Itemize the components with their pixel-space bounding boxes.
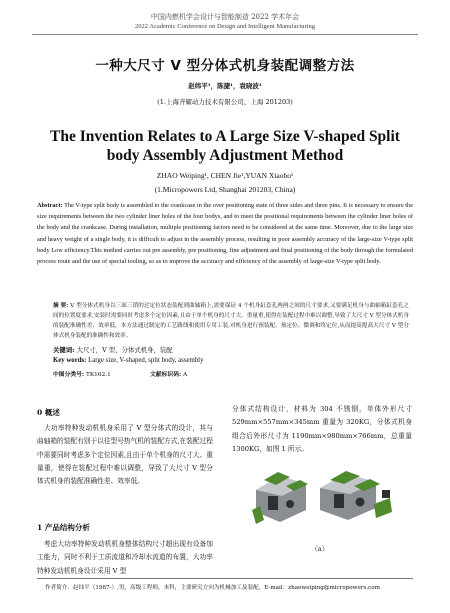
document-code-label: 文献标识码: (150, 372, 182, 378)
paper-title-en-line1: The Invention Relates to A Large Size V-shaped Split (50, 128, 400, 145)
header-divider (32, 34, 418, 35)
split-body-right (320, 471, 392, 520)
keywords-en-label: Key words: (53, 357, 87, 364)
classification-value: TK162.1 (85, 372, 111, 378)
classification-number (53, 369, 111, 378)
conference-header-cn: 中国内燃机学会设计与智能制造 2022 学术年会 (150, 13, 300, 21)
section-0-title: 0 概述 (37, 408, 60, 417)
section-1-text (37, 538, 213, 578)
paper-title-cn: 一种大尺寸 V 型分体式机身装配调整方法 (95, 58, 355, 74)
figure-caption: （a） (311, 545, 329, 553)
abstract-cn (53, 301, 409, 341)
abstract-en-label: Abstract: (37, 202, 63, 209)
authors-cn: 赵纬平¹，陈捷¹，袁晓波¹ (188, 82, 262, 90)
abstract-en-text: The V-type split body is assembled to the crankcase in the over positioning state of three sides and three pins. It is necessary to ensure the size requirements between the two cylinder liner holes of the four bodys, and to meet the positional requirements between the cylinder liner holes of the body and the crankcase. During installation, multiple positioning factors need to be considered at the same time. Moreover, due to the large size and heavy weight of a single body, it is difficult to adjust in the assembly process, resulting in poor assembly accuracy of the large-size V-type split body Low efficiency.This method carries out pre assembly, pre positioning, fine adjustment and final positioning of the body through the formulated process route and the use of special tooling, so as to improve the accuracy and efficiency of the assembly of large-size V-type split body. (37, 202, 414, 266)
keywords-cn-label: 关键词: (53, 346, 75, 354)
affiliation-en: (1.Micropowers Ltd, Shanghai 201203, China) (154, 185, 296, 194)
author-footnote: 作者简介：赵纬平（1987-）,男，高级工程师，本科，主要研究方向为机械加工及装配，E-mail：zhaoweiping@micropowers.com (45, 585, 380, 591)
paper-title-en-line2: body Assembly Adjustment Method (106, 147, 344, 164)
section-1-title: 1 产品结构分析 (37, 523, 90, 532)
classification-label: 中图分类号: (53, 372, 85, 378)
abstract-cn-label: 摘 要: (53, 303, 69, 309)
keywords-en (53, 357, 203, 364)
keywords-cn (53, 345, 173, 354)
abstract-cn-text: V 型分体式机身以三面三销的过定位状态装配到曲轴箱上,需要保证 4 个机身缸套孔两两之间的尺寸要求,又要满足机身与曲轴箱缸套孔之间的位置度要求,安装时需要同时考虑多个定位因素,且由于单个机身的尺寸大、重量重,使得在装配过程中难以调整,导致了大尺寸 V 型分体式机身的装配准确性差、效率低。本方法通过制定的工艺路线和使用专用工装,对机身进行预装配、预定位、微调和终定位,从而提高提高大尺寸 V 型分体式机身装配的准确性和效率。 (53, 303, 409, 339)
abstract-en (37, 200, 413, 267)
split-body-left (252, 472, 308, 524)
section-1-body: 考虑大功率特种发动机机身整体结构尺寸超出现有设备加工能力，同时不利于工质流道和冷却水流道的布置，大功率特种发动机机身设计采用 V 型 (37, 540, 213, 575)
section-0-text (37, 422, 213, 488)
document-code (150, 369, 187, 378)
document-code-value: A (182, 372, 188, 378)
authors-en: ZHAO Weiping¹, CHEN Jie¹,YUAN Xiaobo¹ (156, 171, 294, 180)
keywords-cn-text: 大尺寸，V 型，分体式机身，装配 (76, 346, 173, 354)
section-0-body: 大功率特种发动机机身采用了 V 型分体式的设计，其与曲轴箱的装配有别于以往型号热气机的装配方式,在装配过程中需要同时考虑多个定位因素,且由于单个机身的尺寸大、重量重，使得在装配过程中难以调整，导致了大尺寸 V 型分体式机身的装配准确性差、效率低。 (37, 424, 213, 486)
right-column-text: 分体式结构设计，材料为 304 不锈钢，单体外形尺寸 529mm×557mm×345mm 重量为 320KG，分体式机身组合后外形尺寸为 1190mm×980mm×766mm，总重量 1300KG，如图 1 所示。 (232, 405, 412, 453)
split-body-figure (250, 460, 395, 532)
affiliation-cn: (1.上海齐耀动力技术有限公司，上海 201203) (157, 98, 293, 106)
keywords-en-text: Large size, V-shaped, split body, assembly (88, 357, 204, 364)
footnote-divider (37, 578, 413, 579)
conference-header-en: 2022 Academic Conference on Design and Intelligent Manufacturing (135, 23, 315, 30)
